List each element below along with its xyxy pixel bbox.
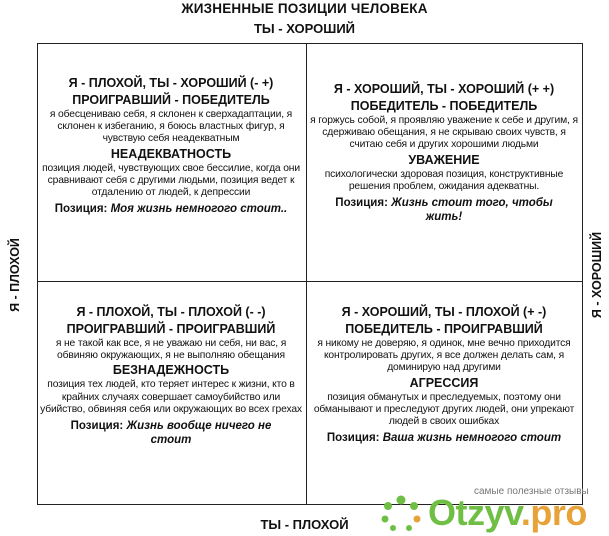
- quadrant-state-description: психологически здоровая позиция, конструктивные решения проблем, ожидания адекватны.: [324, 168, 564, 192]
- position-quote: Жизнь стоит того, чтобы жить!: [391, 197, 553, 224]
- horizontal-divider: [37, 281, 583, 282]
- position-label: Позиция:: [335, 197, 388, 210]
- position-label: Позиция:: [54, 203, 108, 216]
- quadrant-bottom-left: [40, 305, 302, 447]
- quadrant-bottom-right: [309, 305, 579, 445]
- quadrant-role-description: я горжусь собой, я проявляю уважение к себе и другим, я сдерживаю обещания, я не скрываю своих чувств, я считаю себя и других хорошими людьми: [310, 115, 578, 151]
- quadrant-top-left: [40, 76, 302, 216]
- quadrant-position: [309, 431, 579, 445]
- position-quote: Жизнь вообще ничего не стоит: [126, 420, 272, 447]
- watermark-logo-text: [428, 492, 587, 534]
- quadrant-state-description: позиция обманутых и преследуемых, поэтому они обманывают и преследуют других людей, они упрекают людей в своих ошибках: [313, 391, 575, 428]
- watermark-logo-suffix: .pro: [520, 492, 587, 533]
- quadrant-role-description: я обесцениваю себя, я склонен к сверхадаптации, я склонен к избеганию, я боюсь властных фигур, я чувствую себя неадекватным: [49, 109, 293, 145]
- quadrant-heading: Я - ПЛОХОЙ, ТЫ - ПЛОХОЙ (- -): [76, 305, 266, 319]
- quadrant-role: ПОБЕДИТЕЛЬ - ПРОИГРАВШИЙ: [345, 322, 543, 336]
- quadrant-position: [309, 196, 579, 224]
- axis-label-right: Я - ХОРОШИЙ: [590, 231, 604, 319]
- watermark-logo-icon: [380, 494, 422, 534]
- quadrant-state-description: позиция тех людей, кто теряет интерес к жизни, кто в крайних случаях совершает самоубийство или убийство, обвиняя себя или окружающих во всех грехах: [40, 379, 302, 415]
- quadrant-top-right: [309, 82, 579, 224]
- quadrant-heading: Я - ПЛОХОЙ, ТЫ - ХОРОШИЙ (- +): [68, 76, 274, 90]
- quadrant-heading: Я - ХОРОШИЙ, ТЫ - ПЛОХОЙ (+ -): [341, 305, 547, 319]
- axis-label-left: Я - ПЛОХОЙ: [8, 238, 22, 312]
- watermark-logo-main: Otzyv: [428, 492, 521, 533]
- position-quote: Ваша жизнь немногого стоит: [382, 432, 562, 445]
- quadrant-role: ПОБЕДИТЕЛЬ - ПОБЕДИТЕЛЬ: [350, 99, 538, 113]
- quadrant-heading: Я - ХОРОШИЙ, ТЫ - ХОРОШИЙ (+ +): [333, 82, 555, 96]
- quadrant-position: [40, 202, 302, 216]
- position-label: Позиция:: [326, 432, 380, 445]
- quadrant-state-description: позиция людей, чувствующих свое бессилие, когда они сравнивают себя с другими людьми, позиция ведет к отдалению от людей, к депрессии: [42, 162, 300, 199]
- quadrant-state: НЕАДЕКВАТНОСТЬ: [110, 146, 232, 161]
- quadrant-state: АГРЕССИЯ: [409, 375, 479, 390]
- position-label: Позиция:: [70, 420, 124, 433]
- quadrant-position: [40, 419, 302, 447]
- quadrant-role: ПРОИГРАВШИЙ - ПОБЕДИТЕЛЬ: [72, 93, 270, 107]
- quadrant-role-description: я не такой как все, я не уважаю ни себя, ни вас, я обвиняю окружающих, я не выполняю обещания: [55, 338, 287, 362]
- quadrant-state: УВАЖЕНИЕ: [408, 152, 480, 167]
- position-quote: Моя жизнь немногого стоит..: [110, 203, 288, 216]
- quadrant-state: БЕЗНАДЕЖНОСТЬ: [112, 363, 230, 378]
- vertical-divider: [306, 43, 307, 505]
- quadrant-role: ПРОИГРАВШИЙ - ПРОИГРАВШИЙ: [66, 322, 276, 336]
- diagram-title: ЖИЗНЕННЫЕ ПОЗИЦИИ ЧЕЛОВЕКА: [181, 1, 428, 16]
- axis-label-top: ТЫ - ХОРОШИЙ: [253, 21, 356, 36]
- axis-label-bottom: ТЫ - ПЛОХОЙ: [260, 517, 349, 532]
- quadrant-role-description: я никому не доверяю, я одинок, мне вечно приходится контролировать других, я все должен делать сам, я доминирую над другими: [317, 338, 571, 374]
- watermark-caption: самые полезные отзывы: [474, 486, 589, 497]
